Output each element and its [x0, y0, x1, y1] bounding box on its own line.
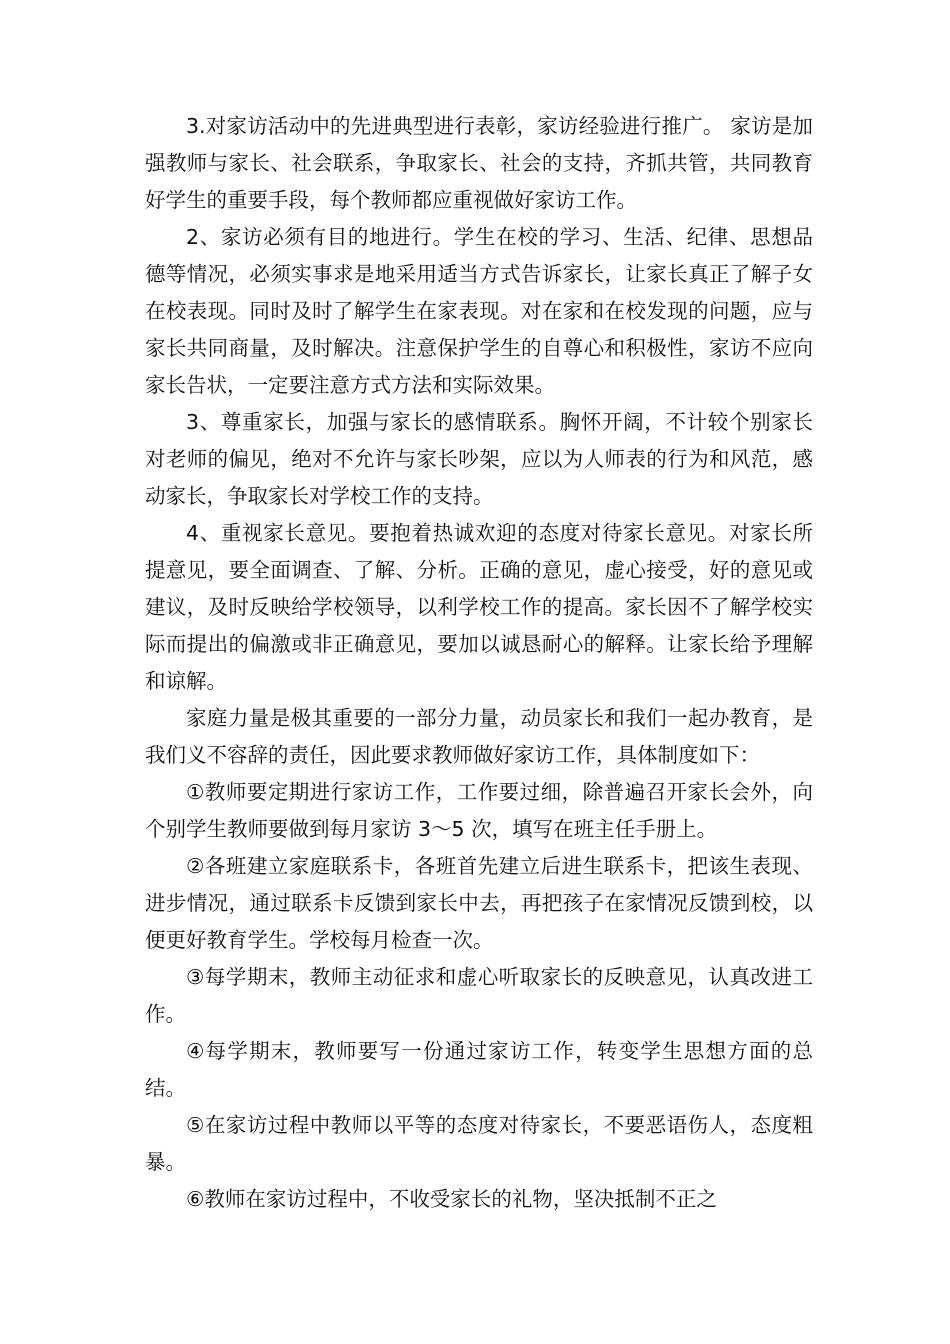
paragraph-purposeful-visits: 2、家访必须有目的地进行。学生在校的学习、生活、纪律、思想品德等情况，必须实事求是地采用适当方式告诉家长，让家长真正了解子女在校表现。同时及时了解学生在家表现。对在家和在校发现的问题，应与家长共同商量，及时解决。注意保护学生的自尊心和积极性，家访不应向家长告状，一定要注意方式方法和实际效果。 — [145, 225, 813, 397]
paragraph-parent-opinions: 4、重视家长意见。要抱着热诚欢迎的态度对待家长意见。对家长所提意见，要全面调查、了解、分析。正确的意见，虚心接受，好的意见或建议，及时反映给学校领导，以利学校工作的提高。家长因不了解学校实际而提出的偏激或非正确意见，要加以诚恳耐心的解释。让家长给予理解和谅解。 — [145, 521, 813, 693]
paragraph-commendation: 3.对家访活动中的先进典型进行表彰，家访经验进行推广。 家访是加强教师与家长、社会联系，争取家长、社会的支持，齐抓共管，共同教育好学生的重要手段，每个教师都应重视做好家访工作。 — [145, 114, 813, 212]
rule-item-6: ⑥教师在家访过程中，不收受家长的礼物，坚决抵制不正之 — [186, 1187, 717, 1211]
paragraph-family-strength: 家庭力量是极其重要的一部分力量，动员家长和我们一起办教育，是我们义不容辞的责任，因此要求教师做好家访工作，具体制度如下： — [145, 706, 813, 767]
rule-item-5: ⑤在家访过程中教师以平等的态度对待家长，不要恶语伤人，态度粗暴。 — [145, 1113, 813, 1174]
rule-item-2: ②各班建立家庭联系卡，各班首先建立后进生联系卡，把该生表现、进步情况，通过联系卡反馈到家长中去，再把孩子在家情况反馈到校，以便更好教育学生。学校每月检查一次。 — [145, 854, 813, 952]
paragraph-respect-parents: 3、尊重家长，加强与家长的感情联系。胸怀开阔，不计较个别家长对老师的偏见，绝对不允许与家长吵架，应以为人师表的行为和风范，感动家长，争取家长对学校工作的支持。 — [145, 410, 813, 508]
rule-item-4: ④每学期末，教师要写一份通过家访工作，转变学生思想方面的总结。 — [145, 1039, 813, 1100]
document-body — [145, 108, 813, 1218]
rule-item-1: ①教师要定期进行家访工作，工作要过细，除普遍召开家长会外，向个别学生教师要做到每月家访 3～5 次，填写在班主任手册上。 — [145, 780, 813, 841]
rule-item-3: ③每学期末，教师主动征求和虚心听取家长的反映意见，认真改进工作。 — [145, 965, 813, 1026]
